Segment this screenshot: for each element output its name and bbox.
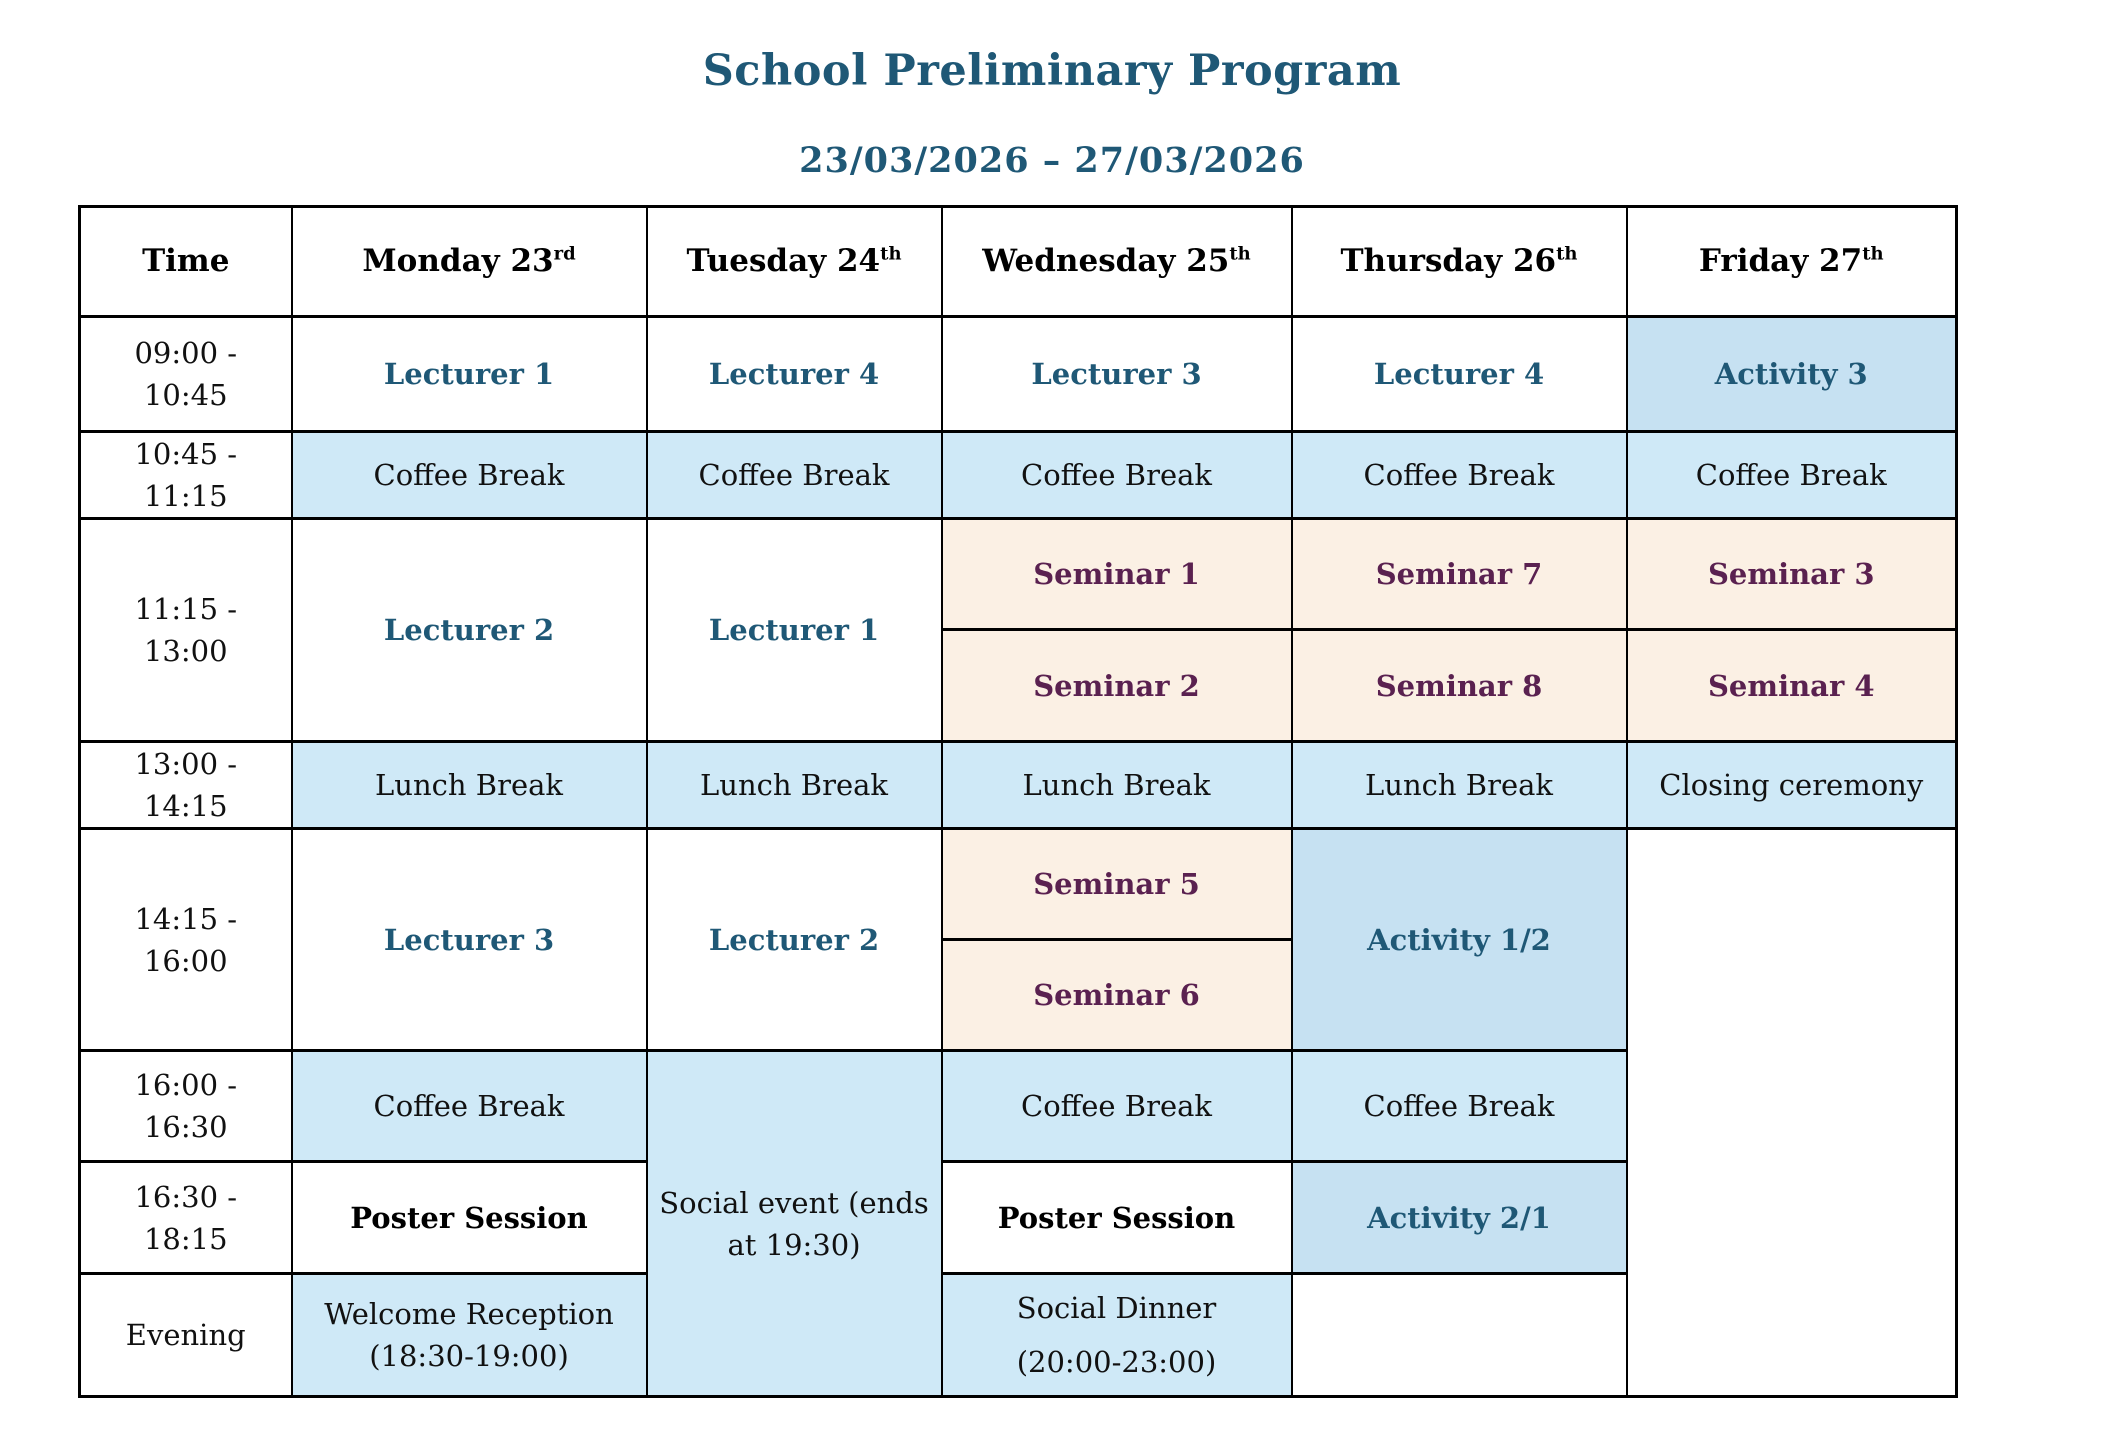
cell-mon-1115: Lecturer 2 <box>292 519 647 742</box>
day-label: Wednesday 25 <box>982 243 1230 280</box>
cell-fri-seminar4: Seminar 4 <box>1627 630 1957 742</box>
cell-thu-lunch: Lunch Break <box>1292 742 1627 829</box>
event-name: Social Dinner <box>1016 1291 1217 1326</box>
cell-fri-seminar3: Seminar 3 <box>1627 519 1957 630</box>
day-label: Thursday 26 <box>1340 243 1557 280</box>
cell-thu-coffee2: Coffee Break <box>1292 1051 1627 1162</box>
cell-wed-coffee2: Coffee Break <box>942 1051 1292 1162</box>
cell-tue-coffee1: Coffee Break <box>647 432 942 519</box>
time-1415-1600: 14:15 - 16:00 <box>80 829 292 1051</box>
cell-wed-0900: Lecturer 3 <box>942 317 1292 432</box>
time-1115-1300: 11:15 - 13:00 <box>80 519 292 742</box>
cell-mon-0900: Lecturer 1 <box>292 317 647 432</box>
time-1300-1415: 13:00 - 14:15 <box>80 742 292 829</box>
cell-tue-1415: Lecturer 2 <box>647 829 942 1051</box>
cell-wed-seminar2: Seminar 2 <box>942 630 1292 742</box>
schedule-table <box>78 205 1958 1398</box>
cell-mon-coffee2: Coffee Break <box>292 1051 647 1162</box>
header-row <box>80 207 1957 317</box>
row-0900-1045 <box>80 317 1957 432</box>
cell-tue-0900: Lecturer 4 <box>647 317 942 432</box>
cell-fri-closing-ceremony: Closing ceremony <box>1627 742 1957 829</box>
row-coffee-morning <box>80 432 1957 519</box>
header-friday <box>1627 207 1957 317</box>
header-wednesday <box>942 207 1292 317</box>
row-lunch <box>80 742 1957 829</box>
cell-thu-empty-evening <box>1292 1274 1627 1397</box>
day-ordinal: th <box>880 243 902 265</box>
cell-thu-seminar7: Seminar 7 <box>1292 519 1627 630</box>
day-ordinal: rd <box>553 243 576 265</box>
day-ordinal: th <box>1556 243 1578 265</box>
cell-thu-seminar8: Seminar 8 <box>1292 630 1627 742</box>
cell-mon-poster-session: Poster Session <box>292 1162 647 1274</box>
cell-thu-activity-1-2: Activity 1/2 <box>1292 829 1627 1051</box>
cell-fri-0900-activity: Activity 3 <box>1627 317 1957 432</box>
cell-mon-1415: Lecturer 3 <box>292 829 647 1051</box>
cell-wed-seminar6: Seminar 6 <box>942 940 1292 1051</box>
date-range: 23/03/2026 – 27/03/2026 <box>799 140 1305 181</box>
day-label: Friday 27 <box>1698 243 1863 280</box>
header-monday <box>292 207 647 317</box>
cell-mon-welcome-reception <box>292 1274 647 1397</box>
cell-thu-0900: Lecturer 4 <box>1292 317 1627 432</box>
day-ordinal: th <box>1862 243 1884 265</box>
time-evening: Evening <box>80 1274 292 1397</box>
cell-thu-activity-2-1: Activity 2/1 <box>1292 1162 1627 1274</box>
header-thursday <box>1292 207 1627 317</box>
cell-tue-1115: Lecturer 1 <box>647 519 942 742</box>
event-time: (20:00-23:00) <box>1016 1345 1217 1380</box>
row-1115-1300-top <box>80 519 1957 630</box>
header-tuesday <box>647 207 942 317</box>
page-title: School Preliminary Program <box>702 46 1402 96</box>
row-1415-1600-top <box>80 829 1957 940</box>
day-label: Monday 23 <box>362 243 554 280</box>
event-name: Welcome Reception <box>324 1297 614 1332</box>
cell-wed-social-dinner <box>942 1274 1292 1397</box>
time-0900-1045: 09:00 - 10:45 <box>80 317 292 432</box>
time-1600-1630: 16:00 - 16:30 <box>80 1051 292 1162</box>
cell-tue-lunch: Lunch Break <box>647 742 942 829</box>
header-time: Time <box>80 207 292 317</box>
time-1045-1115: 10:45 - 11:15 <box>80 432 292 519</box>
cell-fri-coffee1: Coffee Break <box>1627 432 1957 519</box>
time-1630-1815: 16:30 - 18:15 <box>80 1162 292 1274</box>
cell-wed-seminar1: Seminar 1 <box>942 519 1292 630</box>
cell-wed-coffee1: Coffee Break <box>942 432 1292 519</box>
cell-tue-social-event: Social event (ends at 19:30) <box>647 1051 942 1397</box>
cell-mon-lunch: Lunch Break <box>292 742 647 829</box>
cell-mon-coffee1: Coffee Break <box>292 432 647 519</box>
cell-fri-empty-afternoon <box>1627 829 1957 1397</box>
event-time: (18:30-19:00) <box>369 1339 569 1374</box>
cell-wed-poster-session: Poster Session <box>942 1162 1292 1274</box>
day-ordinal: th <box>1229 243 1251 265</box>
day-label: Tuesday 24 <box>686 243 881 280</box>
cell-wed-lunch: Lunch Break <box>942 742 1292 829</box>
cell-wed-seminar5: Seminar 5 <box>942 829 1292 940</box>
cell-thu-coffee1: Coffee Break <box>1292 432 1627 519</box>
